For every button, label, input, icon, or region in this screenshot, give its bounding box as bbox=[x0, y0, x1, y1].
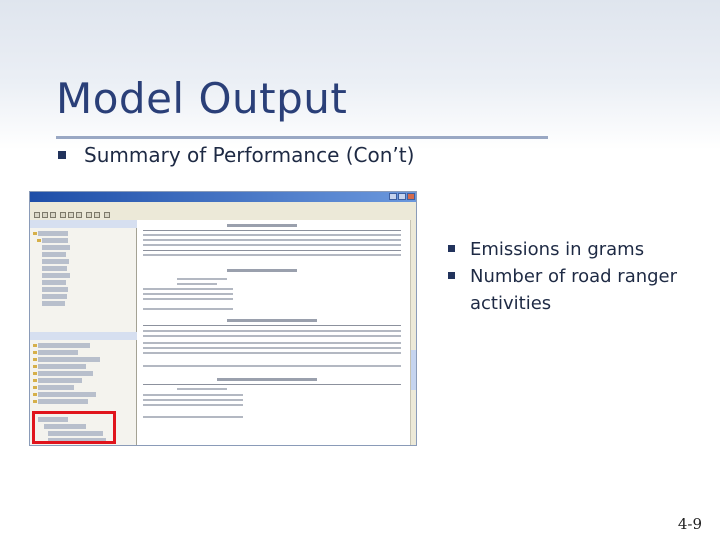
bullet-marker-icon bbox=[58, 151, 66, 159]
tree-pane-header bbox=[30, 332, 137, 340]
tree-item bbox=[42, 259, 69, 264]
toolbar-icon bbox=[94, 212, 100, 218]
report-row bbox=[143, 293, 233, 295]
folder-icon bbox=[33, 351, 37, 354]
report-row bbox=[143, 416, 243, 418]
toolbar-icon bbox=[86, 212, 92, 218]
tree-item bbox=[42, 301, 65, 306]
screenshot-menu-bar bbox=[30, 202, 416, 210]
main-bullet bbox=[58, 143, 414, 167]
toolbar-icon bbox=[34, 212, 40, 218]
report-row bbox=[143, 342, 401, 344]
tree-item bbox=[42, 294, 67, 299]
sub-bullet-list bbox=[448, 236, 710, 317]
report-row bbox=[177, 388, 227, 390]
close-icon bbox=[407, 193, 415, 200]
screenshot-report-pane bbox=[137, 220, 416, 445]
tree-item bbox=[42, 273, 70, 278]
toolbar-icon bbox=[60, 212, 66, 218]
report-row bbox=[143, 335, 401, 337]
tree-item bbox=[38, 371, 93, 376]
folder-icon bbox=[33, 358, 37, 361]
report-row bbox=[143, 330, 401, 332]
report-row bbox=[143, 365, 401, 367]
tree-item bbox=[42, 245, 70, 250]
toolbar-icon bbox=[50, 212, 56, 218]
tree-item bbox=[42, 238, 68, 243]
report-divider bbox=[143, 325, 401, 326]
report-row bbox=[177, 278, 227, 280]
report-divider bbox=[143, 384, 401, 385]
folder-icon bbox=[33, 344, 37, 347]
application-screenshot bbox=[29, 191, 417, 446]
folder-icon bbox=[33, 386, 37, 389]
screenshot-tree-pane bbox=[30, 220, 137, 445]
folder-icon bbox=[33, 400, 37, 403]
report-row bbox=[143, 308, 233, 310]
folder-icon bbox=[33, 365, 37, 368]
tree-item bbox=[42, 287, 68, 292]
tree-item bbox=[38, 350, 78, 355]
report-heading bbox=[227, 319, 317, 322]
scrollbar-thumb bbox=[411, 350, 416, 390]
report-row bbox=[143, 298, 233, 300]
sub-bullet-text: Emissions in grams bbox=[470, 239, 645, 260]
report-divider bbox=[143, 250, 401, 251]
tree-item bbox=[42, 280, 66, 285]
tree-item bbox=[38, 343, 90, 348]
tree-item bbox=[38, 378, 82, 383]
toolbar-icon bbox=[104, 212, 110, 218]
tree-pane-header bbox=[30, 220, 137, 228]
report-row bbox=[143, 404, 243, 406]
highlight-box bbox=[32, 411, 116, 444]
sub-bullet-item bbox=[448, 236, 710, 263]
report-heading bbox=[227, 269, 297, 272]
report-row bbox=[177, 283, 217, 285]
toolbar-icon bbox=[42, 212, 48, 218]
main-bullet-text: Summary of Performance (Con’t) bbox=[84, 143, 415, 167]
report-row bbox=[143, 394, 243, 396]
report-row bbox=[143, 254, 401, 256]
tree-item bbox=[42, 252, 66, 257]
tree-item bbox=[38, 364, 86, 369]
tree-item bbox=[42, 266, 67, 271]
screenshot-title-bar bbox=[30, 192, 416, 202]
report-divider bbox=[143, 230, 401, 231]
report-row bbox=[143, 399, 243, 401]
toolbar-icon bbox=[76, 212, 82, 218]
report-heading bbox=[227, 224, 297, 227]
slide-title: Model Output bbox=[56, 74, 348, 123]
report-row bbox=[143, 239, 401, 241]
bullet-marker-icon bbox=[448, 245, 455, 252]
screenshot-scrollbar bbox=[410, 220, 416, 445]
report-row bbox=[143, 288, 233, 290]
toolbar-icon bbox=[68, 212, 74, 218]
folder-icon bbox=[33, 232, 37, 235]
minimize-icon bbox=[389, 193, 397, 200]
sub-bullet-text: Number of road ranger activities bbox=[470, 266, 678, 314]
page-number: 4-9 bbox=[677, 515, 702, 533]
folder-icon bbox=[33, 379, 37, 382]
report-row bbox=[143, 352, 401, 354]
tree-item bbox=[38, 385, 74, 390]
maximize-icon bbox=[398, 193, 406, 200]
tree-item bbox=[38, 392, 96, 397]
folder-icon bbox=[33, 393, 37, 396]
report-heading bbox=[217, 378, 317, 381]
folder-icon bbox=[33, 372, 37, 375]
bullet-marker-icon bbox=[448, 272, 455, 279]
tree-item bbox=[38, 231, 68, 236]
title-divider bbox=[56, 136, 548, 139]
report-row bbox=[143, 234, 401, 236]
report-row bbox=[143, 244, 401, 246]
tree-item bbox=[38, 357, 100, 362]
folder-icon bbox=[37, 239, 41, 242]
report-row bbox=[143, 347, 401, 349]
tree-item bbox=[38, 399, 88, 404]
sub-bullet-item bbox=[448, 263, 710, 317]
